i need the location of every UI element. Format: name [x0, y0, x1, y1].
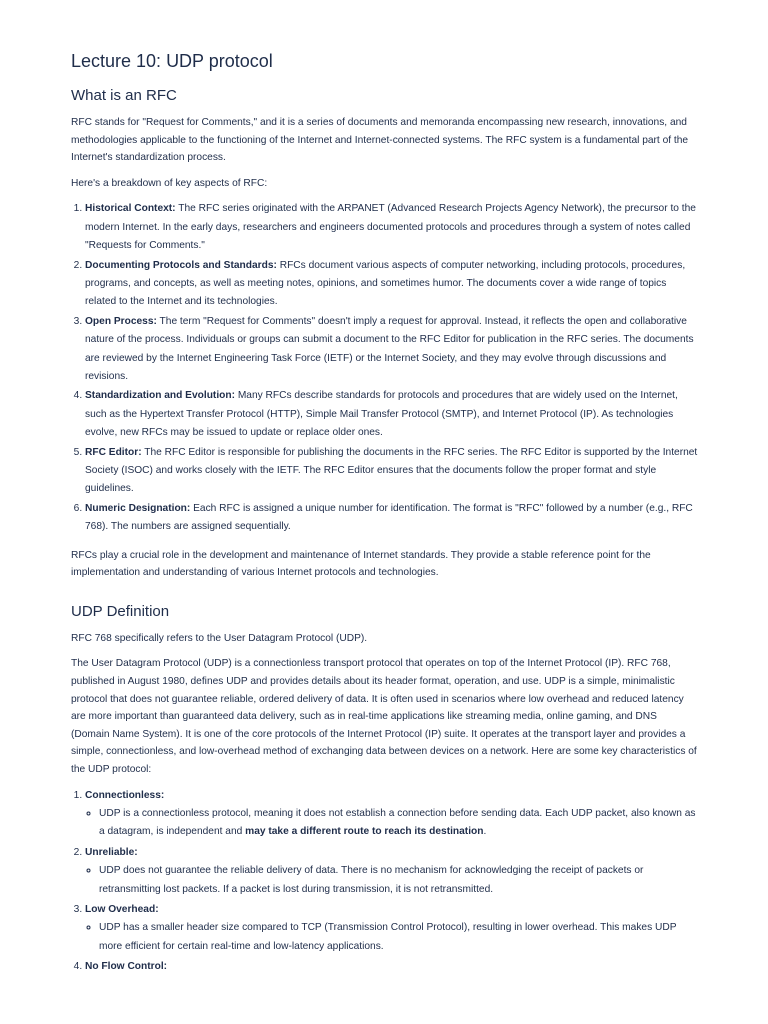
list-item [85, 500, 698, 537]
rfc-outro: RFCs play a crucial role in the development and maintenance of Internet standards. They provide a stable reference point for the implementation and understanding of various Internet protocols and technologies. [71, 549, 651, 579]
item-term: Documenting Protocols and Standards: [85, 259, 277, 271]
item-term: RFC Editor: [85, 446, 142, 458]
rfc-intro: RFC stands for "Request for Comments," and it is a series of documents and memoranda encompassing new research, innovations, and methodologies applicable to the functioning of the Internet and Internet-connected systems. The RFC system is a fundamental part of the Internet's standardization process. [71, 117, 689, 164]
list-item [85, 958, 698, 976]
item-text: The term "Request for Comments" doesn't imply a request for approval. Instead, it reflects the open and collaborative nature of the process. Individuals or groups can submit a document to the RFC Editor for publication in the RFC series. The documents are reviewed by the Internet Engineering Task Force (IETF) or the Internet Society, and they may evolve through discussions and revisions. [85, 315, 694, 383]
item-text: Each RFC is assigned a unique number for identification. The format is "RFC" followed by a number (e.g., RFC 768). The numbers are assigned sequentially. [85, 502, 693, 533]
item-term: Low Overhead: [85, 904, 159, 916]
rfc-section [71, 86, 698, 582]
item-text: The RFC series originated with the ARPANET (Advanced Research Projects Agency Network), the precursor to the modern Internet. In the early days, researchers and engineers documented protocols and procedures through a system of notes called "Requests for Comments." [85, 203, 696, 252]
udp-characteristics-list [71, 787, 698, 977]
page-title: Lecture 10: UDP protocol [71, 51, 273, 71]
list-item [85, 200, 698, 255]
rfc-heading: What is an RFC [71, 87, 177, 104]
item-text: Many RFCs describe standards for protocols and procedures that are widely used on the Internet, such as the Hypertext Transfer Protocol (HTTP), Simple Mail Transfer Protocol (SMTP), and Internet Protocol (IP). As technologies evolve, new RFCs may be issued to update or replace older ones. [85, 390, 678, 439]
sub-list [85, 805, 698, 842]
sub-list [85, 862, 698, 899]
item-term: Connectionless: [85, 789, 165, 801]
sub-list-item: ◦ UDP does not guarantee the reliable delivery of data. There is no mechanism for acknowledging the receipt of packets or retransmitting lost packets. If a packet is lost during transmission, it is not retransmitted. [99, 862, 698, 899]
item-term: No Flow Control: [85, 961, 168, 973]
rfc-aspects-list [71, 200, 698, 536]
item-term: Historical Context: [85, 203, 176, 215]
sub-list-item: ◦ UDP is a connectionless protocol, meaning it does not establish a connection before sending data. Each UDP packet, also known as a datagram, is independent and may take a different route to reach its destination. [99, 805, 698, 842]
udp-section [71, 602, 698, 977]
list-item [85, 313, 698, 387]
sub-list [85, 919, 698, 956]
list-item [85, 387, 698, 442]
udp-heading: UDP Definition [71, 602, 170, 620]
rfc-breakdown-intro: Here's a breakdown of key aspects of RFC: [71, 177, 268, 189]
list-item [85, 444, 698, 499]
item-term: Standardization and Evolution: [85, 390, 235, 402]
list-item [85, 844, 698, 899]
list-item [85, 257, 698, 312]
item-term: Numeric Designation: [85, 502, 191, 514]
sub-list-item: ◦ UDP has a smaller header size compared to TCP (Transmission Control Protocol), resulting in lower overhead. This makes UDP more efficient for certain real-time and low-latency applications. [99, 919, 698, 956]
list-item [85, 901, 698, 956]
item-text: The RFC Editor is responsible for publishing the documents in the RFC series. The RFC Editor is supported by the Internet Society (ISOC) and works closely with the IETF. The RFC Editor ensures that the documents follow the proper format and style guidelines. [85, 446, 698, 495]
item-term: Unreliable: [85, 846, 138, 858]
list-item [85, 787, 698, 842]
item-text: RFCs document various aspects of computer networking, including protocols, procedures, programs, and concepts, as well as meeting notes, opinions, and sometimes humor. The documents cover a wide range of topics related to the Internet and its technologies. [85, 259, 686, 308]
item-term: Open Process: [85, 315, 157, 327]
udp-p2: The User Datagram Protocol (UDP) is a connectionless transport protocol that operates on top of the Internet Protocol (IP). RFC 768, published in August 1980, defines UDP and provides details about its header format, operation, and use. UDP is a simple, minimalistic protocol that does not guarantee reliable, ordered delivery of data. It is often used in scenarios where low overhead and reduced latency are more important than guaranteed data delivery, such as in real-time applications like streaming media, online gaming, and DNS (Domain Name System). It is one of the core protocols of the Internet Protocol (IP) suite. It operates at the transport layer and provides a simple, connectionless, and low-overhead method of exchanging data between devices on a network. Here are some key characteristics of the UDP protocol: [71, 658, 697, 776]
udp-p1: RFC 768 specifically refers to the User Datagram Protocol (UDP). [71, 632, 368, 644]
